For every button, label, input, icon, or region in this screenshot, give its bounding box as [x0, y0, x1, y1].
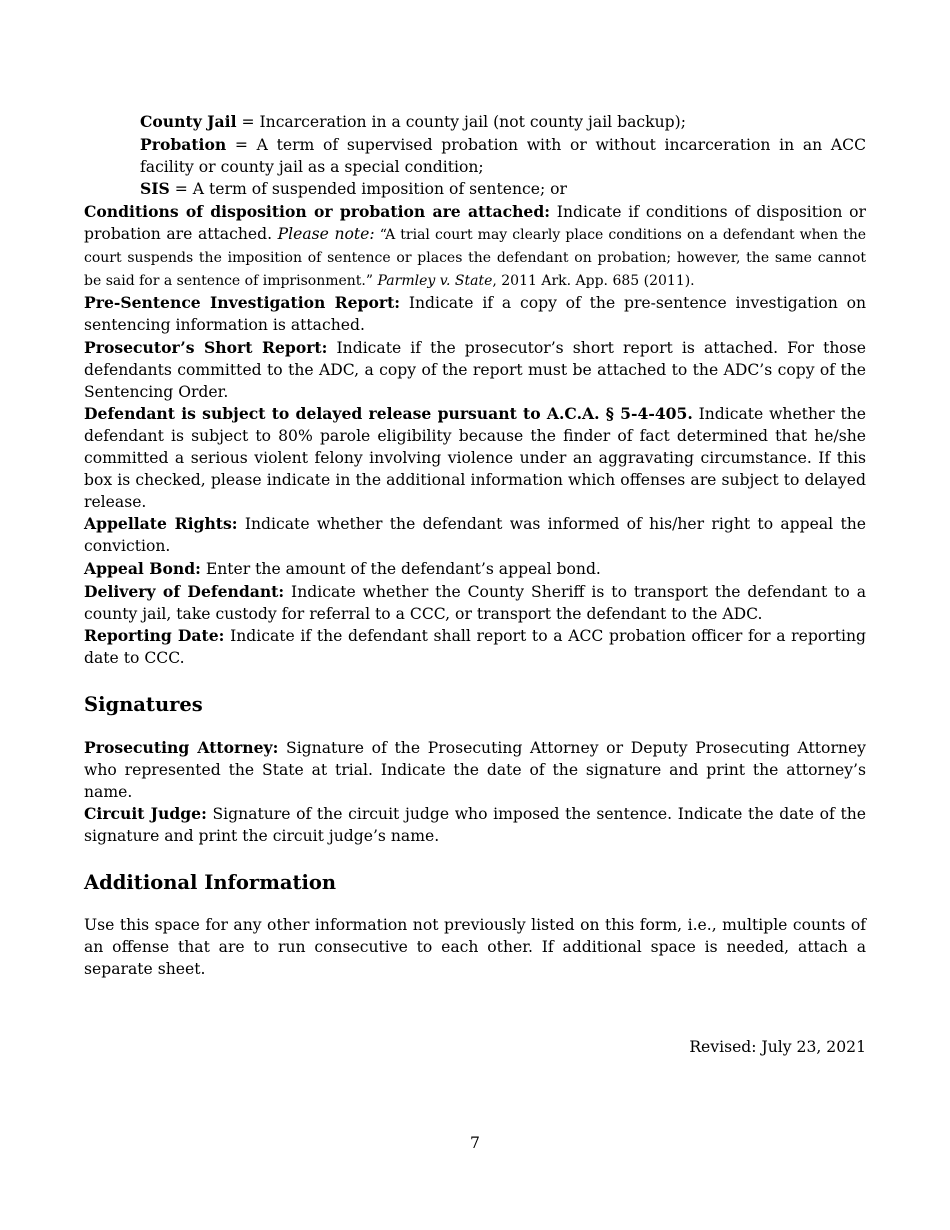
delayed-release-term: Defendant is subject to delayed release pursuant to A.C.A. § 5-4-405.: [84, 404, 693, 424]
delayed-release-paragraph: [84, 403, 866, 513]
revised-date: Revised: July 23, 2021: [689, 1038, 866, 1056]
definition-term: Probation: [140, 134, 227, 154]
appeal-bond-text: Enter the amount of the defendant’s appeal bond.: [200, 559, 601, 578]
psi-report-text: Indicate if a copy of the pre-sentence investigation on sentencing information is attached.: [84, 294, 867, 335]
prosecuting-attorney-paragraph: [84, 737, 866, 803]
appeal-bond-paragraph: [84, 558, 866, 581]
definition-sis: [84, 178, 866, 201]
definition-probation: [84, 134, 866, 179]
conditions-text: Indicate if conditions of disposition or probation are attached.: [84, 203, 866, 243]
definition-text: = A term of supervised probation with or without incarceration in an ACC facility or county jail as a special condition;: [140, 135, 866, 176]
delivery-term: Delivery of Defendant:: [84, 581, 285, 601]
definition-text: = Incarceration in a county jail (not county jail backup);: [236, 113, 686, 131]
psi-report-term: Pre-Sentence Investigation Report:: [84, 293, 401, 313]
definition-county-jail: [84, 111, 866, 134]
spacer: [84, 670, 866, 692]
spacer: [84, 896, 866, 915]
reporting-date-paragraph: [84, 625, 866, 670]
reporting-date-text: Indicate if the defendant shall report to a ACC probation officer for a reporting date to CCC.: [84, 627, 866, 668]
spacer: [84, 718, 866, 737]
definition-text: = A term of suspended imposition of sentence; or: [169, 180, 568, 199]
additional-information-heading: Additional Information: [84, 870, 337, 894]
delayed-release-text: Indicate whether the defendant is subject to 80% parole eligibility because the finder of fact determined that he/she committed a serious violent felony involving violence under an aggravating circumstance. If this box is checked, please indicate in the additional information which offenses are subject to delayed release.: [84, 405, 866, 511]
circuit-judge-text: Signature of the circuit judge who imposed the sentence. Indicate the date of the signature and print the circuit judge’s name.: [84, 805, 867, 846]
document-body: [84, 111, 866, 980]
definition-term: SIS: [140, 179, 170, 199]
spacer: [84, 848, 866, 870]
circuit-judge-paragraph: [84, 803, 866, 848]
case-name: Parmley v. State: [377, 272, 493, 289]
prosecuting-attorney-term: Prosecuting Attorney:: [84, 737, 279, 757]
conditions-paragraph: [84, 201, 866, 292]
appellate-rights-paragraph: [84, 513, 866, 558]
psi-report-paragraph: [84, 292, 866, 337]
delivery-text: Indicate whether the County Sheriff is to transport the defendant to a county jail, take custody for referral to a CCC, or transport the defendant to the ADC.: [84, 582, 866, 623]
definition-term: County Jail: [140, 112, 237, 131]
appeal-bond-term: Appeal Bond:: [84, 558, 201, 578]
short-report-paragraph: [84, 337, 866, 403]
circuit-judge-term: Circuit Judge:: [84, 804, 207, 824]
additional-information-paragraph: Use this space for any other information not previously listed on this form, i.e., multiple counts of an offense that are to run consecutive to each other. If additional space is needed, attach a separate sheet.: [84, 915, 866, 978]
note-label: Please note:: [277, 224, 375, 243]
reporting-date-term: Reporting Date:: [84, 626, 225, 646]
appellate-rights-term: Appellate Rights:: [84, 514, 238, 534]
delivery-paragraph: [84, 581, 866, 626]
short-report-text: Indicate if the prosecutor’s short report is attached. For those defendants committed to the ADC, a copy of the report must be attached to the ADC’s copy of the Sentencing Order.: [84, 338, 866, 401]
case-citation: , 2011 Ark. App. 685 (2011).: [492, 272, 695, 289]
case-quote: “A trial court may clearly place conditions on a defendant when the court suspends the imposition of sentence or places the defendant on probation; however, the same cannot be said for a sentence of imprisonment.”: [84, 226, 866, 289]
signatures-heading: Signatures: [84, 692, 203, 716]
appellate-rights-text: Indicate whether the defendant was informed of his/her right to appeal the conviction.: [84, 515, 866, 556]
short-report-term: Prosecutor’s Short Report:: [84, 337, 328, 357]
page-number: 7: [470, 1134, 480, 1152]
prosecuting-attorney-text: Signature of the Prosecuting Attorney or Deputy Prosecuting Attorney who represented the State at trial. Indicate the date of the signature and print the attorney’s name.: [84, 738, 866, 801]
conditions-term: Conditions of disposition or probation are attached:: [84, 202, 551, 222]
